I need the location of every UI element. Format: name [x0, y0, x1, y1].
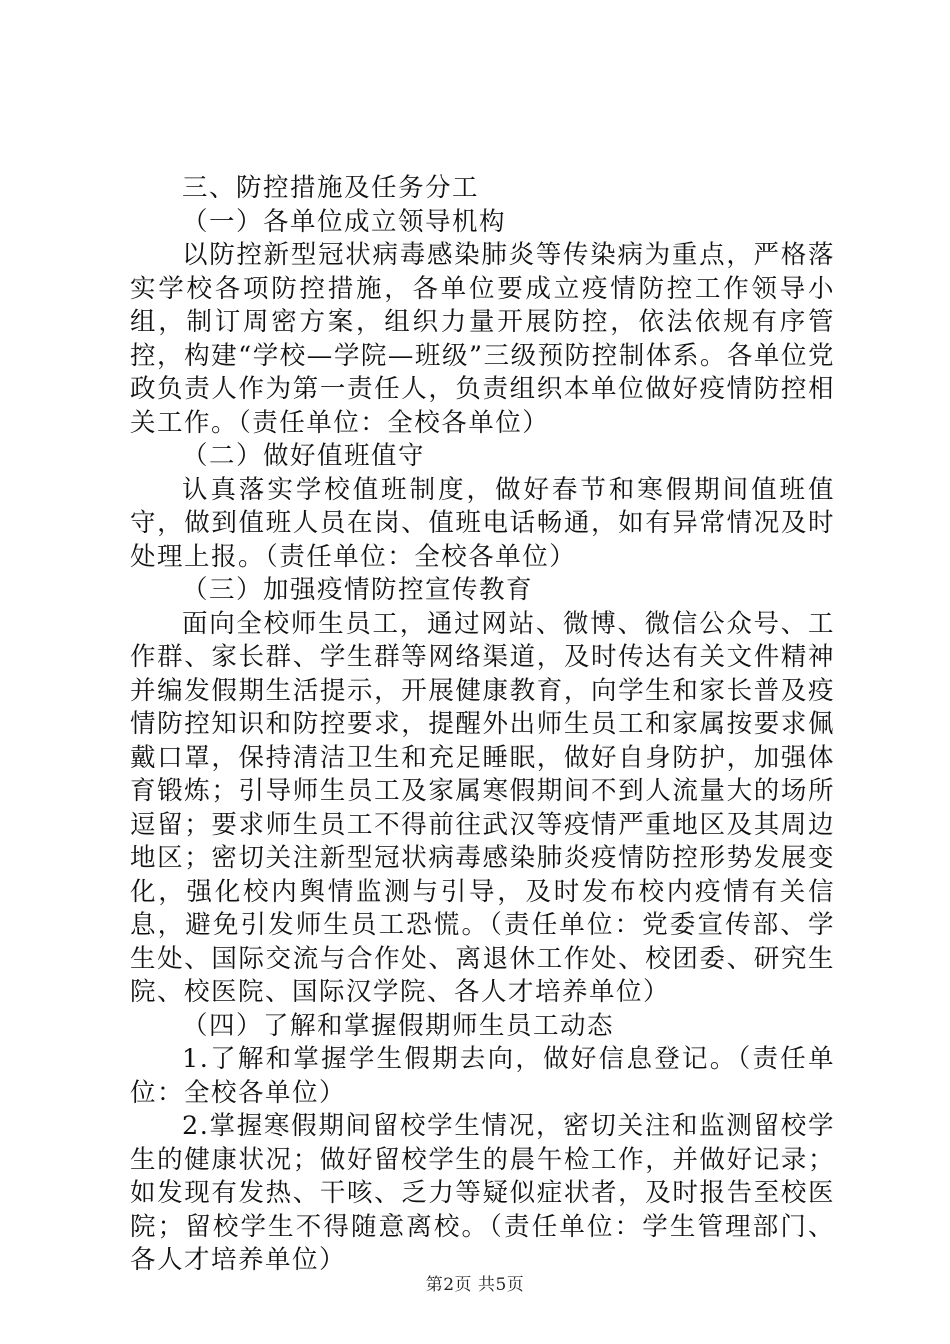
page-number-footer: 第2页 共5页 — [425, 1275, 525, 1295]
list-item-2: 2.掌握寒假期间留校学生情况，密切关注和监测留校学生的健康状况；做好留校学生的晨午检工作，并做好记录；如发现有发热、干咳、乏力等疑似症状者，及时报告至校医院；留校学生不得随意离校。（责任单位：学生管理部门、各人才培养单位） — [130, 1111, 835, 1275]
section-heading: 三、防控措施及任务分工 — [182, 173, 480, 203]
subsection-heading-2: （二）做好值班值守 — [182, 441, 426, 471]
body-paragraph-1: 以防控新型冠状病毒感染肺炎等传染病为重点，严格落实学校各项防控措施，各单位要成立疫情防控工作领导小组，制订周密方案，组织力量开展防控，依法依规有序管控，构建“学校—学院—班级”三级预防控制体系。各单位党政负责人作为第一责任人，负责组织本单位做好疫情防控相关工作。（责任单位：全校各单位） — [130, 240, 835, 438]
body-paragraph-2: 认真落实学校值班制度，做好春节和寒假期间值班值守，做到值班人员在岗、值班电话畅通，如有异常情况及时处理上报。（责任单位：全校各单位） — [130, 474, 835, 572]
subsection-heading-4: （四）了解和掌握假期师生员工动态 — [182, 1010, 615, 1041]
subsection-heading-1: （一）各单位成立领导机构 — [182, 206, 507, 237]
document-body — [130, 172, 835, 1278]
subsection-heading-3: （三）加强疫情防控宣传教育 — [182, 575, 534, 605]
list-item-1: 1.了解和掌握学生假期去向，做好信息登记。（责任单位：全校各单位） — [130, 1044, 835, 1108]
body-paragraph-3: 面向全校师生员工，通过网站、微博、微信公众号、工作群、家长群、学生群等网络渠道，及时传达有关文件精神并编发假期生活提示，开展健康教育，向学生和家长普及疫情防控知识和防控要求，提醒外出师生员工和家属按要求佩戴口罩，保持清洁卫生和充足睡眠，做好自身防护，加强体育锻炼；引导师生员工及家属寒假期间不到人流量大的场所逗留；要求师生员工不得前往武汉等疫情严重地区及其周边地区；密切关注新型冠状病毒感染肺炎疫情防控形势发展变化，强化校内舆情监测与引导，及时发布校内疫情有关信息，避免引发师生员工恐慌。（责任单位：党委宣传部、学生处、国际交流与合作处、离退休工作处、校团委、研究生院、校医院、国际汉学院、各人才培养单位） — [130, 608, 835, 1007]
